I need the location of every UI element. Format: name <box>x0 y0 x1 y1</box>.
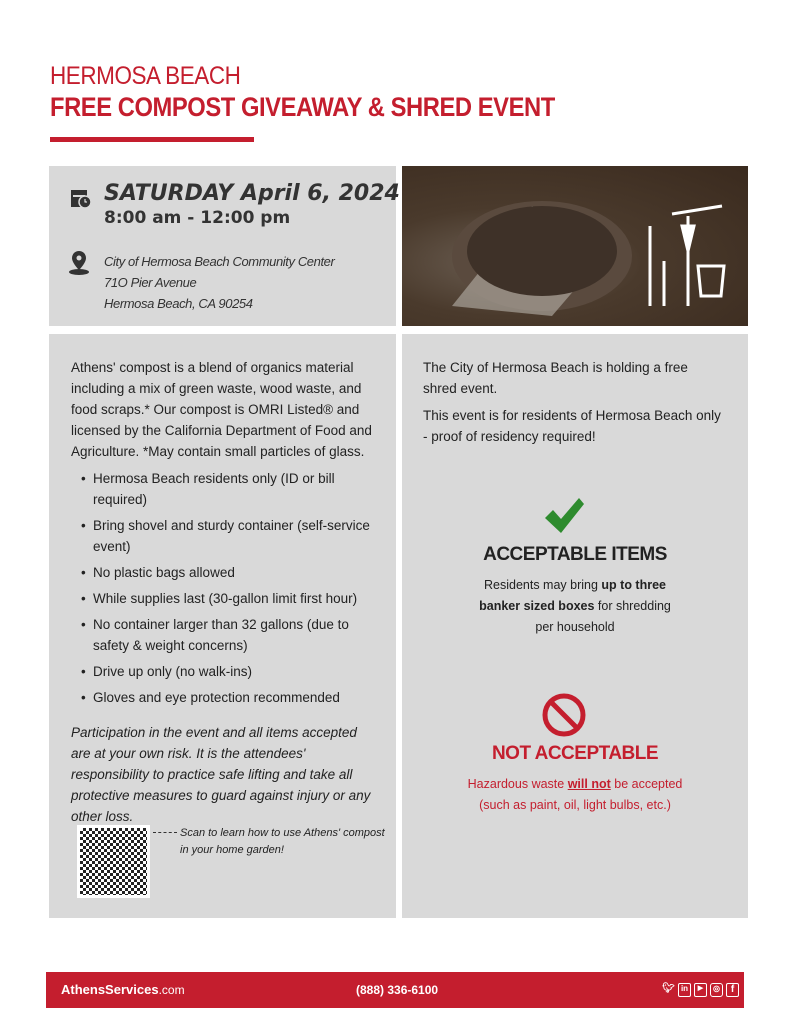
event-date: SATURDAY April 6, 2024 <box>104 181 400 206</box>
calendar-icon <box>70 187 92 209</box>
website-link[interactable] <box>61 982 185 997</box>
qr-code[interactable] <box>77 825 150 898</box>
facebook-icon[interactable]: f <box>726 983 739 997</box>
page-title: FREE COMPOST GIVEAWAY & SHRED EVENT <box>50 92 555 122</box>
text: Hazardous waste <box>467 777 568 791</box>
shred-residency: This event is for residents of Hermosa Beach only - proof of residency required! <box>423 408 721 444</box>
checkmark-icon <box>543 496 585 536</box>
risk-disclaimer: Participation in the event and all items accepted are at your own risk. It is the attendees' responsibility to practice safe lifting and take all protective measures to guard against injury or any other loss. <box>71 725 371 824</box>
list-item: • Hermosa Beach residents only (ID or bill required) <box>71 468 376 510</box>
compost-intro: Athens' compost is a blend of organics material including a mix of green waste, wood waste, and food scraps.* Our compost is OMRI Listed® and licensed by the California Department of Food and Agriculture. *May contain small particles of glass. <box>71 360 372 459</box>
list-item: • Gloves and eye protection recommended <box>71 687 376 708</box>
acceptable-items-heading: ACCEPTABLE ITEMS <box>483 544 667 565</box>
bold-text: up to three banker sized boxes <box>479 578 666 613</box>
prohibited-icon <box>541 692 587 738</box>
compost-shovel-photo <box>402 166 748 326</box>
qr-connector-line <box>153 832 177 833</box>
event-time: 8:00 am - 12:00 pm <box>104 208 291 228</box>
list-item: • Bring shovel and sturdy container (self-service event) <box>71 515 376 557</box>
list-item: • No plastic bags allowed <box>71 562 376 583</box>
linkedin-icon[interactable]: in <box>678 983 691 997</box>
shred-info <box>423 357 723 447</box>
shred-intro: The City of Hermosa Beach is holding a free shred event. <box>423 360 688 396</box>
youtube-icon[interactable]: ▶ <box>694 983 707 997</box>
title-city: HERMOSA BEACH <box>50 62 241 90</box>
list-item: • No container larger than 32 gallons (due to safety & weight concerns) <box>71 614 376 656</box>
not-acceptable-text <box>402 774 748 816</box>
location-pin-icon <box>68 250 90 276</box>
phone-number: (888) 336-6100 <box>356 983 439 997</box>
not-acceptable-heading: NOT ACCEPTABLE <box>491 743 659 764</box>
address-line: Hermosa Beach, CA 90254 <box>104 296 253 311</box>
compost-info <box>71 357 376 827</box>
list-item: • While supplies last (30-gallon limit first hour) <box>71 588 376 609</box>
footer-bar <box>46 972 744 1008</box>
twitter-icon[interactable]: 🐦︎ <box>662 983 675 994</box>
bold-text: will not <box>567 777 611 791</box>
text: for shredding per household <box>535 599 671 634</box>
brand-suffix: .com <box>158 983 185 997</box>
social-links <box>662 983 739 997</box>
list-item: • Drive up only (no walk-ins) <box>71 661 376 682</box>
title-underline <box>50 137 254 142</box>
address-line: City of Hermosa Beach Community Center <box>104 254 335 269</box>
event-address <box>104 251 334 314</box>
qr-caption: Scan to learn how to use Athens' compost in your home garden! <box>180 827 385 856</box>
instagram-icon[interactable]: ◎ <box>710 983 723 997</box>
brand-name: AthensServices <box>61 982 159 997</box>
compost-rules-list <box>71 468 376 708</box>
acceptable-items-text <box>402 575 748 638</box>
text: be accepted <box>610 777 683 791</box>
address-line: 71O Pier Avenue <box>104 275 197 290</box>
text: (such as paint, oil, light bulbs, etc.) <box>479 798 671 812</box>
text: Residents may bring <box>483 578 602 592</box>
